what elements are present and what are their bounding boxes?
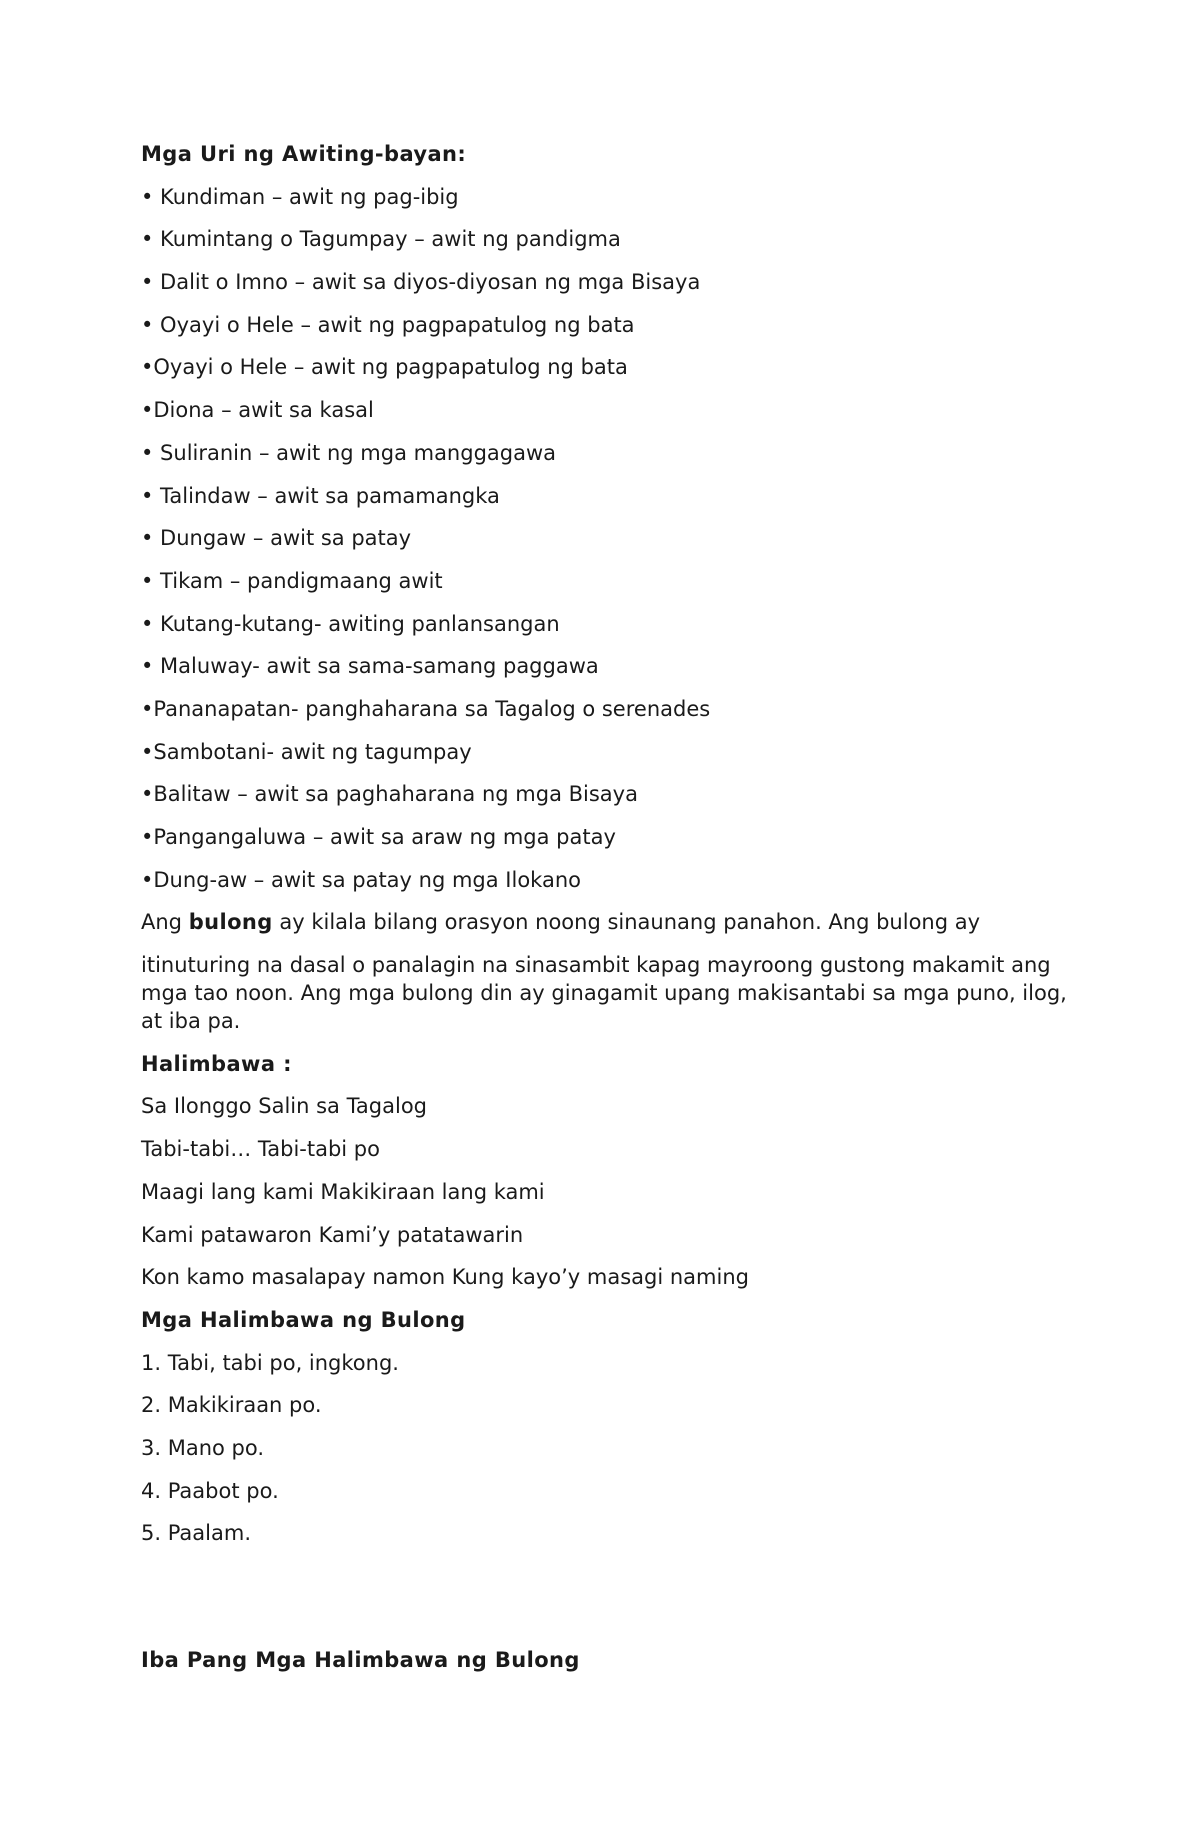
list-item: •Dung-aw – awit sa patay ng mga Ilokano xyxy=(141,867,581,892)
section-heading-iba-pang: Iba Pang Mga Halimbawa ng Bulong xyxy=(141,1648,580,1672)
list-item: •Balitaw – awit sa paghaharana ng mga Bisaya xyxy=(141,782,638,807)
list-item: • Talindaw – awit sa pamamangka xyxy=(141,483,500,508)
blank-space xyxy=(141,1562,1071,1646)
example-line: Sa Ilonggo Salin sa Tagalog xyxy=(141,1094,428,1119)
numbered-item: 1. Tabi, tabi po, ingkong. xyxy=(141,1350,399,1375)
list-item: •Pananapatan- panghaharana sa Tagalog o serenades xyxy=(141,696,711,721)
list-item: •Diona – awit sa kasal xyxy=(141,398,374,423)
list-item: • Maluway- awit sa sama-samang paggawa xyxy=(141,654,599,679)
numbered-item: 3. Mano po. xyxy=(141,1435,265,1460)
bulong-bold-word: bulong xyxy=(188,910,273,935)
section-heading-mga-halimbawa: Mga Halimbawa ng Bulong xyxy=(141,1307,466,1332)
bulong-intro-suffix: ay kilala bilang orasyon noong sinaunang panahon. Ang bulong ay xyxy=(272,910,981,935)
example-line: Kami patawaron Kami’y patatawarin xyxy=(141,1222,524,1247)
list-item: • Oyayi o Hele – awit ng pagpapatulog ng bata xyxy=(141,312,635,337)
list-item: •Sambotani- awit ng tagumpay xyxy=(141,739,472,764)
list-item: • Kumintang o Tagumpay – awit ng pandigma xyxy=(141,227,621,252)
list-item: • Dalit o Imno – awit sa diyos-diyosan ng mga Bisaya xyxy=(141,270,701,295)
example-line: Maagi lang kami Makikiraan lang kami xyxy=(141,1179,545,1204)
list-item: •Oyayi o Hele – awit ng pagpapatulog ng bata xyxy=(141,355,628,380)
list-item: • Kundiman – awit ng pag-ibig xyxy=(141,184,459,209)
list-item: • Kutang-kutang- awiting panlansangan xyxy=(141,611,560,636)
numbered-item: 2. Makikiraan po. xyxy=(141,1393,322,1418)
list-item: • Dungaw – awit sa patay xyxy=(141,526,412,551)
bulong-intro-line xyxy=(141,908,1071,936)
list-item: • Tikam – pandigmaang awit xyxy=(141,568,443,593)
example-line: Tabi-tabi… Tabi-tabi po xyxy=(141,1137,380,1162)
list-item: • Suliranin – awit ng mga manggagawa xyxy=(141,440,557,465)
bulong-paragraph: itinuturing na dasal o panalagin na sinasambit kapag mayroong gustong makamit ang mga tao noon. Ang mga bulong din ay ginagamit upang makisantabi sa mga puno, ilog, at iba pa. xyxy=(141,953,1067,1034)
document-page xyxy=(141,140,1071,1689)
bulong-intro-prefix: Ang xyxy=(141,910,189,935)
numbered-item: 4. Paabot po. xyxy=(141,1478,279,1503)
list-item: •Pangangaluwa – awit sa araw ng mga patay xyxy=(141,825,616,849)
example-line: Kon kamo masalapay namon Kung kayo’y masagi naming xyxy=(141,1265,749,1290)
section-heading-uri: Mga Uri ng Awiting-bayan: xyxy=(141,142,467,166)
numbered-item: 5. Paalam. xyxy=(141,1521,252,1546)
section-heading-halimbawa: Halimbawa : xyxy=(141,1051,292,1076)
